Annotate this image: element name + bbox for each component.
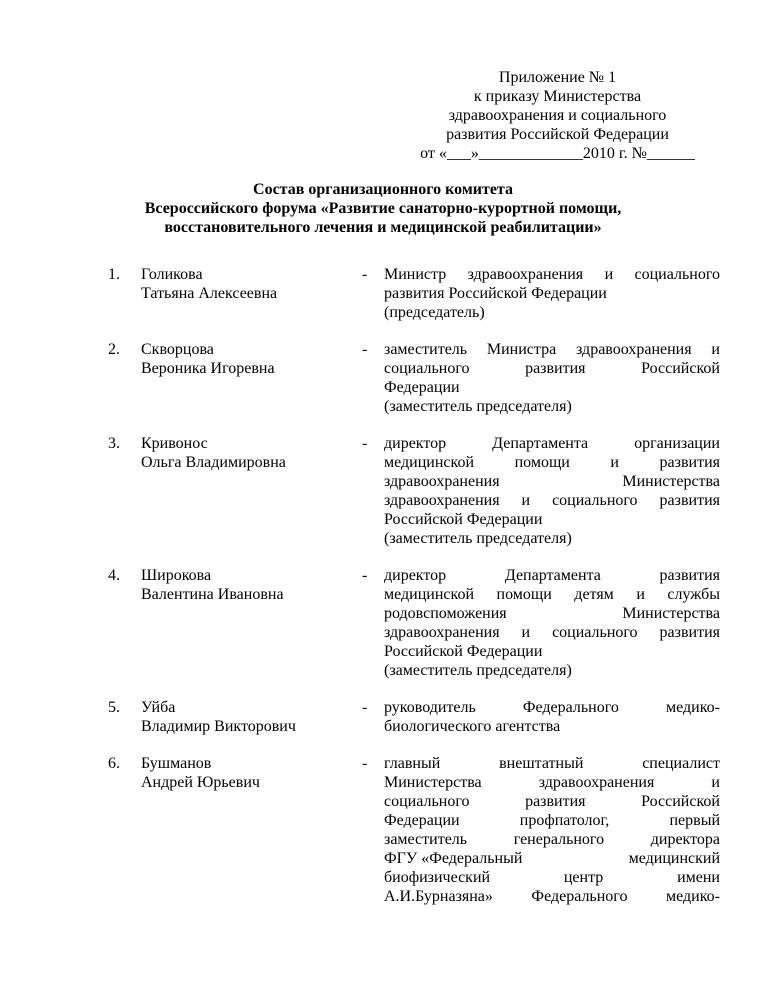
member-role — [384, 698, 720, 736]
member-dash: - — [362, 567, 368, 584]
role-word: А.И.Бурназяна» — [384, 888, 493, 905]
role-word: медицинской — [384, 586, 475, 603]
role-line — [384, 491, 720, 510]
role-word: первый — [669, 812, 720, 829]
role-word: и — [711, 341, 720, 358]
role-word: биологического агентства — [384, 718, 561, 735]
member-dash: - — [362, 435, 368, 452]
title-line: Состав организационного комитета — [253, 181, 513, 198]
role-word: здравоохранения — [538, 774, 655, 791]
role-line — [384, 849, 720, 868]
appendix-line: развития Российской Федерации — [446, 126, 669, 143]
role-word: медико- — [665, 888, 720, 905]
role-word: Министерства — [384, 774, 482, 791]
role-line — [384, 754, 720, 773]
role-word: детям — [574, 586, 614, 603]
role-word: развития — [659, 624, 720, 641]
member-surname: Бушманов — [141, 755, 212, 772]
role-word: и — [711, 774, 720, 791]
member-given-names: Андрей Юрьевич — [141, 774, 260, 791]
member-number: 3. — [108, 435, 120, 452]
role-line — [384, 830, 720, 849]
member-number: 1. — [108, 266, 120, 283]
role-word: директор — [384, 435, 447, 452]
member-name — [141, 754, 361, 792]
role-word: здравоохранения — [384, 492, 500, 509]
member-surname: Широкова — [141, 567, 212, 584]
role-word: центр — [563, 869, 604, 886]
role-word: социального — [634, 266, 720, 283]
member-name — [141, 698, 361, 736]
role-word: медицинской — [384, 454, 475, 471]
role-word: имени — [677, 869, 720, 886]
role-line — [384, 661, 720, 680]
role-line — [384, 773, 720, 792]
role-word: Российской Федерации — [384, 643, 543, 660]
role-word: специалист — [642, 755, 720, 772]
role-word: Российской — [641, 793, 720, 810]
role-word: генерального — [513, 831, 605, 848]
member-number: 4. — [108, 567, 120, 584]
role-line — [384, 566, 720, 585]
role-line — [384, 623, 720, 642]
title-line: восстановительного лечения и медицинской реабилитации» — [164, 219, 602, 236]
role-line — [384, 265, 720, 284]
member-role — [384, 566, 720, 680]
member-number: 5. — [108, 699, 120, 716]
role-word: социального — [552, 624, 638, 641]
role-word: здравоохранения — [384, 473, 500, 490]
role-word: главный — [384, 755, 441, 772]
role-line — [384, 359, 720, 378]
role-word: Департамента — [492, 435, 589, 452]
role-word: развития — [525, 793, 586, 810]
member-number: 6. — [108, 755, 120, 772]
member-number: 2. — [108, 341, 120, 358]
members-list — [108, 265, 720, 924]
role-word: развития Российской Федерации — [384, 285, 607, 302]
role-word: Департамента — [504, 567, 601, 584]
role-word: развития — [525, 360, 586, 377]
role-line — [384, 472, 720, 491]
member-surname: Уйба — [141, 699, 176, 716]
role-word: развития — [659, 492, 720, 509]
member-role — [384, 754, 720, 906]
role-line — [384, 378, 720, 397]
role-line — [384, 284, 720, 303]
role-word: помощи — [496, 586, 552, 603]
member-dash: - — [362, 755, 368, 772]
member-dash: - — [362, 699, 368, 716]
role-word: здравоохранения — [384, 624, 500, 641]
role-line — [384, 397, 720, 416]
role-word: директор — [384, 567, 447, 584]
member-given-names: Валентина Ивановна — [141, 586, 284, 603]
role-word: профпатолог, — [519, 812, 610, 829]
appendix-line: здравоохранения и социального — [448, 107, 667, 124]
role-word: и — [610, 454, 619, 471]
role-word: медико- — [665, 699, 720, 716]
member-item — [108, 265, 720, 322]
role-word: руководитель — [384, 699, 476, 716]
member-surname: Голикова — [141, 266, 203, 283]
role-line — [384, 510, 720, 529]
member-item — [108, 340, 720, 416]
role-line — [384, 792, 720, 811]
role-line — [384, 434, 720, 453]
role-word: заместитель — [384, 341, 468, 358]
appendix-line: Приложение № 1 — [498, 69, 617, 86]
role-word: и — [521, 624, 531, 641]
appendix-line: от «___»_____________2010 г. №______ — [420, 145, 695, 162]
role-word: здравоохранения — [576, 341, 692, 358]
role-line — [384, 868, 720, 887]
member-surname: Кривонос — [141, 435, 208, 452]
member-name — [141, 566, 361, 604]
role-line — [384, 303, 720, 322]
role-word: Министерства — [622, 473, 720, 490]
role-line — [384, 698, 720, 717]
role-word: ФГУ «Федеральный — [384, 850, 523, 867]
member-item — [108, 566, 720, 680]
role-word: родовспоможения — [384, 605, 507, 622]
role-word: (заместитель председателя) — [384, 530, 572, 547]
appendix-line: к приказу Министерства — [473, 88, 642, 105]
role-word: здравоохранения — [467, 266, 584, 283]
role-line — [384, 585, 720, 604]
role-word: и — [636, 586, 645, 603]
role-word: (заместитель председателя) — [384, 398, 572, 415]
title-line: Всероссийского форума «Развитие санаторно-курортной помощи, — [144, 200, 622, 217]
role-word: (председатель) — [384, 304, 485, 321]
member-role — [384, 340, 720, 416]
member-dash: - — [362, 266, 368, 283]
role-word: социального — [384, 793, 470, 810]
member-item — [108, 698, 720, 736]
member-item — [108, 434, 720, 548]
member-role — [384, 265, 720, 322]
role-word: медицинский — [628, 850, 720, 867]
member-given-names: Вероника Игоревна — [141, 360, 275, 377]
role-line — [384, 887, 720, 906]
role-word: Министерства — [622, 605, 720, 622]
member-dash: - — [362, 341, 368, 358]
role-word: и — [604, 266, 614, 283]
role-word: помощи — [514, 454, 570, 471]
role-word: социального — [552, 492, 638, 509]
role-word: заместитель — [384, 831, 468, 848]
member-role — [384, 434, 720, 548]
member-name — [141, 265, 361, 303]
role-line — [384, 604, 720, 623]
member-name — [141, 340, 361, 378]
role-word: организации — [634, 435, 720, 452]
member-surname: Скворцова — [141, 341, 214, 358]
role-word: Министра — [486, 341, 557, 358]
role-line — [384, 340, 720, 359]
role-word: (заместитель председателя) — [384, 662, 572, 679]
role-word: службы — [667, 586, 720, 603]
role-word: Федерального — [522, 699, 619, 716]
role-line — [384, 529, 720, 548]
appendix-header — [385, 68, 730, 163]
role-word: развития — [659, 454, 720, 471]
member-item — [108, 754, 720, 906]
role-line — [384, 453, 720, 472]
role-word: директора — [650, 831, 720, 848]
role-word: внештатный — [499, 755, 584, 772]
role-line — [384, 642, 720, 661]
member-given-names: Владимир Викторович — [141, 718, 296, 735]
role-word: биофизический — [384, 869, 491, 886]
role-word: Российской Федерации — [384, 511, 543, 528]
member-given-names: Ольга Владимировна — [141, 454, 286, 471]
role-word: Федерального — [531, 888, 628, 905]
role-line — [384, 811, 720, 830]
role-line — [384, 717, 720, 736]
member-given-names: Татьяна Алексеевна — [141, 285, 278, 302]
role-word: Министр — [384, 266, 447, 283]
role-word: и — [521, 492, 531, 509]
role-word: Российской — [641, 360, 720, 377]
role-word: социального — [384, 360, 470, 377]
role-word: Федерации — [384, 379, 460, 396]
role-word: Федерации — [384, 812, 460, 829]
document-title — [100, 180, 666, 237]
member-name — [141, 434, 361, 472]
role-word: развития — [659, 567, 720, 584]
